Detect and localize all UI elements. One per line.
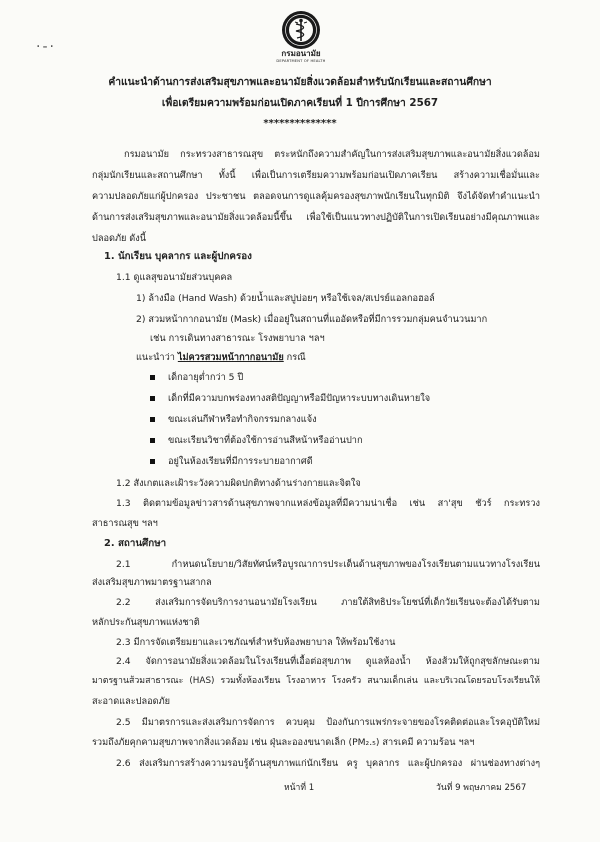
bullet-marker (150, 396, 155, 401)
section2-item-2-1: 2.1 กำหนดนโยบาย/วิสัยทัศน์หรือบูรณาการประเด็นด้านสุขภาพของโรงเรียนตามแนวทางโรงเรียน (116, 559, 540, 570)
bullet-item: อยู่ในห้องเรียนที่มีการระบายอากาศดี (168, 456, 313, 467)
section2-item-2-4: 2.4 จัดการอนามัยสิ่งแวดล้อมในโรงเรียนที่เอื้อต่อสุขภาพ ดูแลห้องน้ำ ห้องส้วมให้ถูกสุขลักษณะตาม (116, 656, 540, 667)
section1-item1: 1) ล้างมือ (Hand Wash) ด้วยน้ำและสบู่บ่อยๆ หรือใช้เจล/สเปรย์แอลกอฮอล์ (136, 293, 435, 304)
corner-scan-mark: ·-· (36, 39, 56, 55)
section2-item-2-5: 2.5 มีมาตรการและส่งเสริมการจัดการ ควบคุม ป้องกันการแพร่กระจายของโรคติดต่อและโรคอุบัติใหม่ (116, 717, 540, 728)
org-name-english: DEPARTMENT OF HEALTH (276, 59, 326, 63)
section2-item-2-6: 2.6 ส่งเสริมการสร้างความรอบรู้ด้านสุขภาพแก่นักเรียน ครู บุคลากร และผู้ปกครอง ผ่านช่องทางต่างๆ (116, 758, 540, 769)
intro-line: ความปลอดภัยแก่ผู้ปกครอง ประชาชน ตลอดจนการดูแลคุ้มครองสุขภาพนักเรียนในทุกมิติ จึงได้จัดทำคำแนะนำ (92, 191, 540, 202)
bullet-item: เด็กที่มีความบกพร่องทางสติปัญญาหรือมีปัญหาระบบทางเดินหายใจ (168, 393, 431, 404)
title-separator: ************** (263, 118, 337, 129)
advice-prefix: แนะนำว่า (136, 352, 175, 363)
intro-line: กรมอนามัย กระทรวงสาธารณสุข ตระหนักถึงความสำคัญในการส่งเสริมสุขภาพและอนามัยสิ่งแวดล้อม (124, 149, 540, 160)
section1-heading: 1. นักเรียน บุคลากร และผู้ปกครอง (104, 251, 252, 262)
document-date: วันที่ 9 พฤษภาคม 2567 (436, 783, 527, 793)
section2-item-2-3: 2.3 มีการจัดเตรียมยาและเวชภัณฑ์สำหรับห้องพยาบาล ให้พร้อมใช้งาน (116, 637, 396, 648)
section1-sub1: 1.1 ดูแลสุขอนามัยส่วนบุคคล (116, 272, 233, 283)
intro-line: ปลอดภัย ดังนี้ (92, 233, 147, 244)
section1-sub3: 1.3 ติดตามข้อมูลข่าวสารด้านสุขภาพจากแหล่งข้อมูลที่มีความน่าเชื่อ เช่น สา'สุข ชัวร์ กระทรวง (116, 498, 540, 509)
advice-emphasis: ไม่ควรสวมหน้ากากอนามัย (177, 352, 284, 363)
department-of-health-seal-icon (281, 10, 321, 50)
section2-item-2-5-cont: รวมถึงภัยคุกคามสุขภาพจากสิ่งแวดล้อม เช่น ฝุ่นละอองขนาดเล็ก (PM₂.₅) สารเคมี ความร้อน ฯลฯ (92, 737, 475, 748)
section1-sub2: 1.2 สังเกตและเฝ้าระวังความผิดปกติทางด้านร่างกายและจิตใจ (116, 478, 361, 489)
section2-item-2-1-cont: ส่งเสริมสุขภาพมาตรฐานสากล (92, 577, 212, 588)
section2-item-2-2-cont: หลักประกันสุขภาพแห่งชาติ (92, 617, 200, 628)
document-title-line2: เพื่อเตรียมความพร้อมก่อนเปิดภาคเรียนที่ 1 ปีการศึกษา 2567 (161, 97, 439, 109)
bullet-item: ขณะเรียนวิชาที่ต้องใช้การอ่านสีหน้าหรืออ่านปาก (168, 435, 363, 446)
intro-line: ด้านการส่งเสริมสุขภาพและอนามัยสิ่งแวดล้อมนี้ขึ้น เพื่อใช้เป็นแนวทางปฏิบัติในการเปิดเรียนอย่างมีคุณภาพและ (92, 212, 540, 223)
bullet-item: ขณะเล่นกีฬาหรือทำกิจกรรมกลางแจ้ง (168, 414, 317, 425)
bullet-marker (150, 417, 155, 422)
page-number: หน้าที่ 1 (284, 783, 315, 793)
intro-line: กลุ่มนักเรียนและสถานศึกษา ทั้งนี้ เพื่อเป็นการเตรียมความพร้อมก่อนเปิดภาคเรียน สร้างความเชื่อมั่นและ (92, 170, 540, 181)
bullet-item: เด็กอายุต่ำกว่า 5 ปี (168, 372, 244, 383)
section2-heading: 2. สถานศึกษา (104, 538, 167, 549)
bullet-marker (150, 438, 155, 443)
section1-sub3-cont: สาธารณสุข ฯลฯ (92, 518, 158, 529)
advice-line (136, 353, 306, 362)
section1-item2: 2) สวมหน้ากากอนามัย (Mask) เมื่ออยู่ในสถานที่แออัดหรือที่มีการรวมกลุ่มคนจำนวนมาก (136, 314, 488, 325)
advice-suffix: กรณี (286, 352, 306, 363)
bullet-marker (150, 459, 155, 464)
section2-item-2-4-cont: มาตรฐานส้วมสาธารณะ (HAS) รวมทั้งห้องเรียน โรงอาหาร โรงครัว สนามเด็กเล่น และบริเวณโดยรอบโรงเรียนให้ (92, 676, 540, 686)
section2-item-2-4-cont: สะอาดและปลอดภัย (92, 696, 171, 707)
org-name: กรมอนามัย (281, 49, 321, 58)
section2-item-2-2: 2.2 ส่งเสริมการจัดบริการงานอนามัยโรงเรียน ภายใต้สิทธิประโยชน์ที่เด็กวัยเรียนจะต้องได้รับตาม (116, 597, 540, 608)
section1-item2-cont: เช่น การเดินทางสาธารณะ โรงพยาบาล ฯลฯ (150, 333, 325, 344)
document-title-line1: คำแนะนำด้านการส่งเสริมสุขภาพและอนามัยสิ่งแวดล้อมสำหรับนักเรียนและสถานศึกษา (108, 76, 492, 88)
bullet-marker (150, 375, 155, 380)
